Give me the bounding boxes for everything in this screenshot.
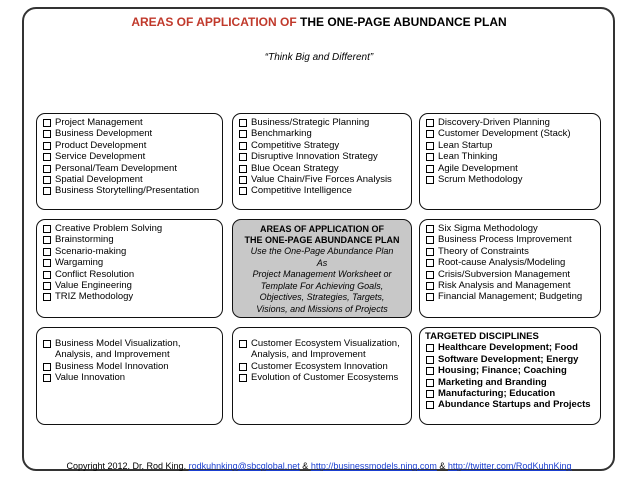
list-item: Project Management [42,117,217,128]
list-item: Crisis/Subversion Management [425,269,595,280]
box-targeted-disciplines [419,327,601,425]
list-item: Healthcare Development; Food [425,342,595,353]
list-item: Scenario-making [42,246,217,257]
list-item: Scrum Methodology [425,174,595,185]
footer-prefix: Copyright 2012. Dr. Rod King. [66,461,189,471]
list-item: Financial Management; Budgeting [425,291,595,302]
list-item: Business Storytelling/Presentation [42,185,217,196]
list-item: Product Development [42,140,217,151]
list-item: Manufacturing; Education [425,388,595,399]
center-line: Objectives, Strategies, Targets, [259,292,385,303]
twitter-link[interactable]: http://twitter.com/RodKuhnKing [447,461,572,471]
box-strategy [232,113,412,210]
center-line: Use the One-Page Abundance Plan [250,246,394,256]
list-item: Lean Thinking [425,151,595,162]
center-heading-line2: THE ONE-PAGE ABUNDANCE PLAN [244,235,400,245]
list-item: Marketing and Branding [425,377,595,388]
email-link[interactable]: rodkuhnking@sbcglobal.net [188,461,300,471]
center-line: Template For Achieving Goals, [260,280,384,291]
footer-sep: & [299,461,311,471]
list-item: Benchmarking [238,128,406,139]
box-customer-ecosystem [232,327,412,425]
title-rest: THE ONE-PAGE ABUNDANCE PLAN [296,15,507,29]
list-item: Brainstorming [42,234,217,245]
list-item: Evolution of Customer Ecosystems [238,372,406,383]
center-line: Project Management Worksheet or [252,269,392,280]
list-item: Spatial Development [42,174,217,185]
copyright-footer [0,461,638,471]
list-item: Risk Analysis and Management [425,280,595,291]
list-item: Wargaming [42,257,217,268]
footer-sep: & [436,461,448,471]
box-project-development [36,113,223,210]
box-lean-agile [419,113,601,210]
list-item: Business Process Improvement [425,234,595,245]
list-item: Conflict Resolution [42,269,217,280]
title-accent: AREAS OF APPLICATION OF [131,15,297,29]
list-item: Blue Ocean Strategy [238,163,406,174]
list-item: Abundance Startups and Projects [425,399,595,410]
list-item: Competitive Strategy [238,140,406,151]
list-item: Value Chain/Five Forces Analysis [238,174,406,185]
list-item: Business/Strategic Planning [238,117,406,128]
list-item: Creative Problem Solving [42,223,217,234]
list-item: Value Innovation [42,372,217,383]
box-process-improvement [419,219,601,318]
page-title [0,15,638,29]
box-problem-solving [36,219,223,318]
disciplines-heading: TARGETED DISCIPLINES [425,331,539,342]
list-item: Value Engineering [42,280,217,291]
list-item: Lean Startup [425,140,595,151]
page-subtitle: “Think Big and Different” [264,52,374,63]
center-heading-line1: AREAS OF APPLICATION OF [259,224,384,234]
list-item: Theory of Constraints [425,246,595,257]
list-item: Business Development [42,128,217,139]
list-item: TRIZ Methodology [42,291,217,302]
list-item: Customer Ecosystem Visualization, Analysis, and Improvement [238,338,406,361]
list-item: Customer Ecosystem Innovation [238,361,406,372]
website-link[interactable]: http://businessmodels.ning.com [310,461,437,471]
list-item: Six Sigma Methodology [425,223,595,234]
list-item: Agile Development [425,163,595,174]
list-item: Discovery-Driven Planning [425,117,595,128]
list-item: Business Model Innovation [42,361,217,372]
list-item: Root-cause Analysis/Modeling [425,257,595,268]
center-line: Visions, and Missions of Projects [256,303,388,314]
list-item: Software Development; Energy [425,354,595,365]
center-box [232,219,412,318]
list-item: Housing; Finance; Coaching [425,365,595,376]
list-item: Disruptive Innovation Strategy [238,151,406,162]
list-item: Business Model Visualization, Analysis, and Improvement [42,338,217,361]
box-business-model [36,327,223,425]
list-item: Customer Development (Stack) [425,128,595,139]
list-item: Competitive Intelligence [238,185,406,196]
center-line: As [316,257,328,268]
list-item: Personal/Team Development [42,163,217,174]
list-item: Service Development [42,151,217,162]
